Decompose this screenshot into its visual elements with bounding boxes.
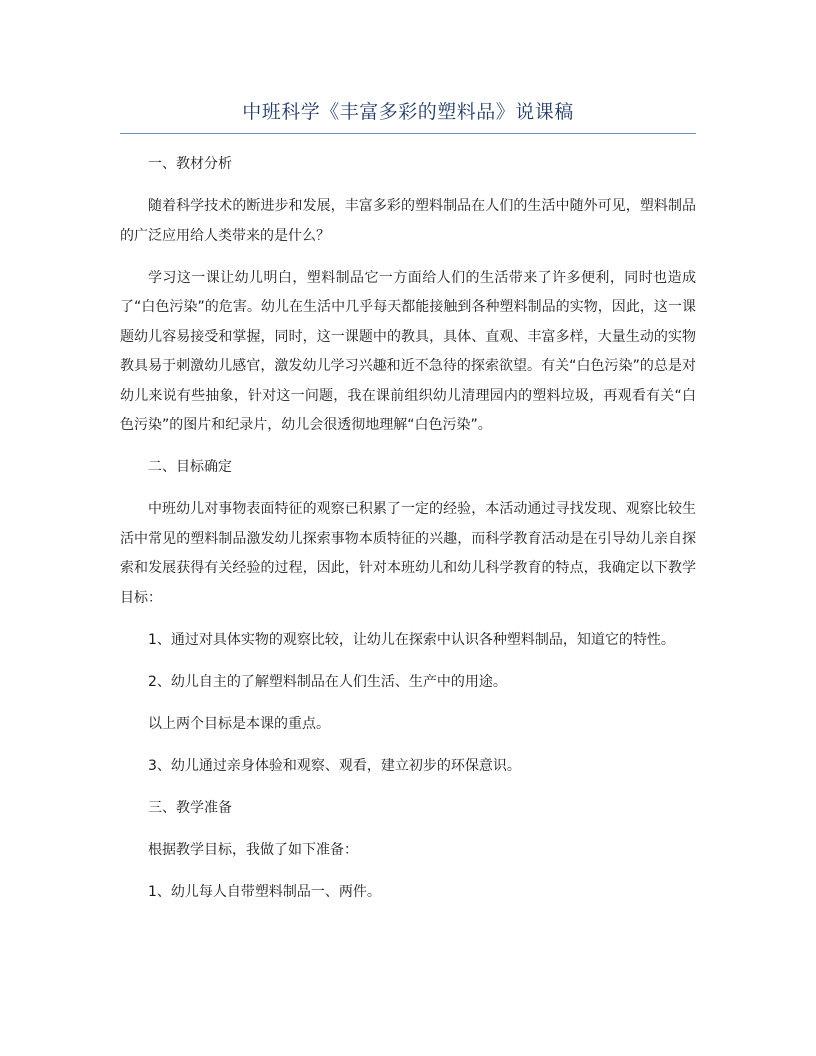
- section-heading-goal-setting: 二、目标确定: [148, 459, 232, 475]
- list-item: 2、幼儿自主的了解塑料制品在人们生活、生产中的用途。: [148, 673, 507, 690]
- paragraph: 以上两个目标是本课的重点。: [148, 715, 330, 732]
- document-body: [120, 150, 696, 920]
- document-title: 中班科学《丰富多彩的塑料品》说课稿: [242, 101, 574, 123]
- paragraph: 学习这一课让幼儿明白，塑料制品它一方面给人们的生活带来了许多便利，同时也造成了“白色污染”的危害。幼儿在生活中几乎每天都能接触到各种塑料制品的实物，因此，这一课题幼儿容易接受和掌握，同时，这一课题中的教具，具体、直观、丰富多样，大量生动的实物教具易于刺激幼儿感官，激发幼儿学习兴趣和近不急待的探索欲望。有关“白色污染”的总是对幼儿来说有些抽象，针对这一问题，我在课前组织幼儿清理园内的塑料垃圾，再观看有关“白色污染”的图片和纪录片，幼儿会很透彻地理解“白色污染”。: [120, 269, 696, 433]
- title-underline: [120, 133, 696, 134]
- list-item: 1、通过对具体实物的观察比较，让幼儿在探索中认识各种塑料制品，知道它的特性。: [148, 631, 675, 648]
- section-heading-textbook-analysis: 一、教材分析: [148, 156, 232, 172]
- section-heading-teaching-preparation: 三、教学准备: [148, 799, 232, 816]
- paragraph: 根据教学目标，我做了如下准备：: [148, 841, 358, 858]
- paragraph: 随着科学技术的断进步和发展，丰富多彩的塑料制品在人们的生活中随外可见，塑料制品的广泛应用给人类带来的是什么？: [120, 198, 696, 244]
- paragraph: 中班幼儿对事物表面特征的观察已积累了一定的经验，本活动通过寻找发现、观察比较生活中常见的塑料制品激发幼儿探索事物本质特征的兴趣，而科学教育活动是在引导幼儿亲自探索和发展获得有关经验的过程，因此，针对本班幼儿和幼儿科学教育的特点，我确定以下教学目标：: [120, 501, 696, 606]
- list-item: 1、幼儿每人自带塑料制品一、两件。: [148, 883, 381, 900]
- list-item: 3、幼儿通过亲身体验和观察、观看，建立初步的环保意识。: [148, 757, 521, 774]
